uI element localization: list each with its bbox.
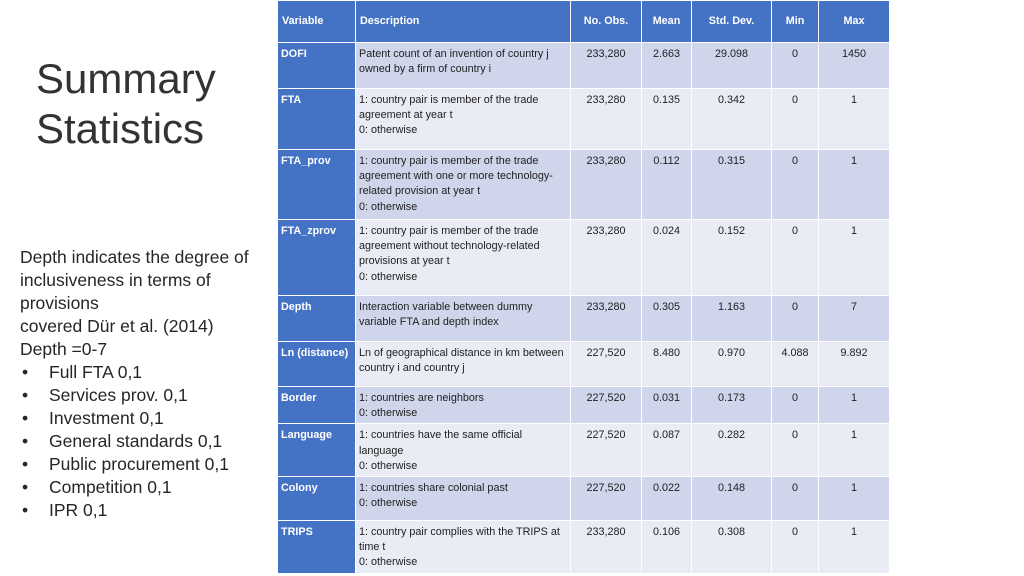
row-mean: 2.663 xyxy=(642,43,692,89)
row-description-text: Ln of geographical distance in km between country i and country j xyxy=(359,347,564,375)
row-variable: Ln (distance) xyxy=(278,342,356,387)
row-max: 1450 xyxy=(819,43,890,89)
row-description xyxy=(356,89,571,150)
row-sd: 0.173 xyxy=(692,387,772,424)
row-sd: 0.148 xyxy=(692,477,772,521)
row-description xyxy=(356,43,571,89)
depth-definition xyxy=(20,246,270,315)
row-variable: FTA_zprov xyxy=(278,220,356,296)
row-max: 1 xyxy=(819,220,890,296)
provision-item: • Public procurement 0,1 xyxy=(20,453,270,476)
row-description-text: 1: countries share colonial past 0: otherwise xyxy=(359,482,508,510)
table-row xyxy=(278,43,890,89)
depth-notes xyxy=(20,246,270,522)
row-obs: 233,280 xyxy=(571,521,642,574)
row-min: 0 xyxy=(772,89,819,150)
row-mean: 0.135 xyxy=(642,89,692,150)
row-description xyxy=(356,387,571,424)
row-mean: 0.112 xyxy=(642,150,692,220)
row-description-text: 1: country pair is member of the trade agreement at year t 0: otherwise xyxy=(359,94,539,137)
depth-range: Depth =0-7 xyxy=(20,339,108,359)
row-mean: 0.087 xyxy=(642,424,692,477)
header-description: Description xyxy=(356,1,571,43)
header-obs: No. Obs. xyxy=(571,1,642,43)
table-row xyxy=(278,89,890,150)
row-mean: 0.024 xyxy=(642,220,692,296)
row-mean: 0.031 xyxy=(642,387,692,424)
row-variable: Colony xyxy=(278,477,356,521)
table-row xyxy=(278,342,890,387)
row-description xyxy=(356,477,571,521)
row-mean: 0.106 xyxy=(642,521,692,574)
table-row xyxy=(278,521,890,574)
table-body xyxy=(278,43,890,574)
row-variable: FTA_prov xyxy=(278,150,356,220)
provision-item: • IPR 0,1 xyxy=(20,499,270,522)
row-max: 1 xyxy=(819,424,890,477)
header-mean: Mean xyxy=(642,1,692,43)
row-obs: 233,280 xyxy=(571,220,642,296)
row-obs: 227,520 xyxy=(571,342,642,387)
row-max: 1 xyxy=(819,521,890,574)
row-variable: Border xyxy=(278,387,356,424)
row-description xyxy=(356,342,571,387)
provision-item: • General standards 0,1 xyxy=(20,430,270,453)
row-sd: 1.163 xyxy=(692,296,772,342)
row-description xyxy=(356,521,571,574)
table-row xyxy=(278,477,890,521)
table-row xyxy=(278,424,890,477)
table-row xyxy=(278,387,890,424)
row-description-text: 1: countries are neighbors 0: otherwise xyxy=(359,392,484,420)
header-variable: Variable xyxy=(278,1,356,43)
row-sd: 0.342 xyxy=(692,89,772,150)
provision-item: • Services prov. 0,1 xyxy=(20,384,270,407)
row-min: 0 xyxy=(772,296,819,342)
provision-item: • Full FTA 0,1 xyxy=(20,361,270,384)
depth-keyword: Depth xyxy=(20,247,67,267)
row-sd: 0.970 xyxy=(692,342,772,387)
provision-item: • Competition 0,1 xyxy=(20,476,270,499)
row-obs: 233,280 xyxy=(571,296,642,342)
slide-title: Summary Statistics xyxy=(36,55,216,152)
row-obs: 233,280 xyxy=(571,150,642,220)
row-variable: DOFI xyxy=(278,43,356,89)
row-obs: 233,280 xyxy=(571,43,642,89)
row-sd: 0.152 xyxy=(692,220,772,296)
row-max: 7 xyxy=(819,296,890,342)
row-obs: 227,520 xyxy=(571,387,642,424)
row-description-text: 1: countries have the same official language 0: otherwise xyxy=(359,429,523,472)
row-sd: 0.315 xyxy=(692,150,772,220)
row-description xyxy=(356,424,571,477)
row-obs: 227,520 xyxy=(571,424,642,477)
table-row xyxy=(278,220,890,296)
row-sd: 0.282 xyxy=(692,424,772,477)
table-row xyxy=(278,150,890,220)
row-variable: FTA xyxy=(278,89,356,150)
row-sd: 29.098 xyxy=(692,43,772,89)
row-obs: 227,520 xyxy=(571,477,642,521)
row-description-text: 1: country pair complies with the TRIPS at time t 0: otherwise xyxy=(359,526,560,569)
row-description-text: Patent count of an invention of country j owned by a firm of country i xyxy=(359,48,549,76)
row-sd: 0.308 xyxy=(692,521,772,574)
row-variable: Language xyxy=(278,424,356,477)
row-min: 0 xyxy=(772,387,819,424)
row-description xyxy=(356,150,571,220)
row-min: 0 xyxy=(772,220,819,296)
row-description-text: 1: country pair is member of the trade agreement with one or more technology-related provision at year t 0: otherwise xyxy=(359,155,553,213)
table-header-row xyxy=(278,1,890,43)
row-max: 1 xyxy=(819,387,890,424)
row-description xyxy=(356,220,571,296)
row-mean: 0.022 xyxy=(642,477,692,521)
header-min: Min xyxy=(772,1,819,43)
header-sd: Std. Dev. xyxy=(692,1,772,43)
provision-list xyxy=(20,361,270,522)
row-min: 0 xyxy=(772,43,819,89)
row-max: 1 xyxy=(819,150,890,220)
summary-statistics-table xyxy=(277,0,890,574)
row-description xyxy=(356,296,571,342)
row-min: 0 xyxy=(772,150,819,220)
row-description-text: Interaction variable between dummy variable FTA and depth index xyxy=(359,301,533,329)
row-min: 4.088 xyxy=(772,342,819,387)
depth-definition-text: indicates the degree of inclusiveness in terms of provisions xyxy=(20,247,249,313)
provision-item: • Investment 0,1 xyxy=(20,407,270,430)
row-min: 0 xyxy=(772,521,819,574)
row-max: 9.892 xyxy=(819,342,890,387)
row-description-text: 1: country pair is member of the trade agreement without technology-related provisions at year t 0: otherwise xyxy=(359,225,540,283)
row-max: 1 xyxy=(819,477,890,521)
row-obs: 233,280 xyxy=(571,89,642,150)
table-row xyxy=(278,296,890,342)
row-min: 0 xyxy=(772,477,819,521)
depth-citation: covered Dür et al. (2014) xyxy=(20,316,214,336)
row-variable: Depth xyxy=(278,296,356,342)
row-mean: 8.480 xyxy=(642,342,692,387)
row-min: 0 xyxy=(772,424,819,477)
row-max: 1 xyxy=(819,89,890,150)
row-mean: 0.305 xyxy=(642,296,692,342)
header-max: Max xyxy=(819,1,890,43)
row-variable: TRIPS xyxy=(278,521,356,574)
